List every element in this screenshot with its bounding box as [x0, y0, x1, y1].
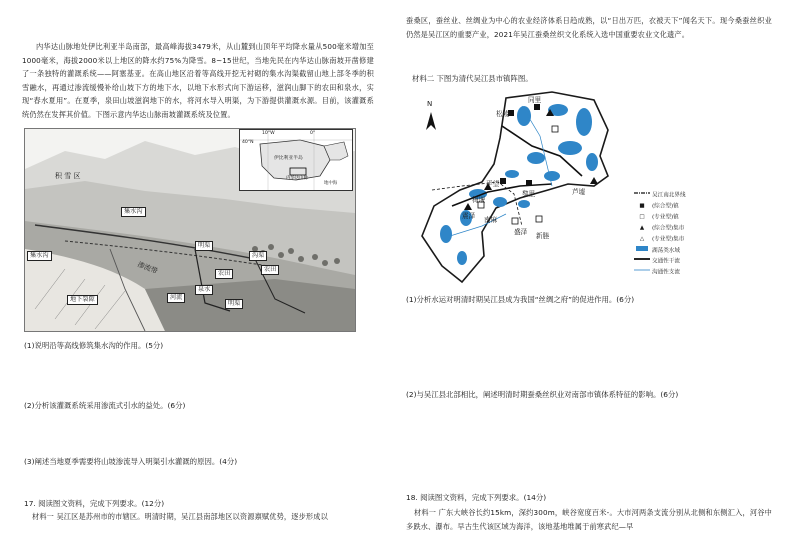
branch-line-icon: [634, 267, 650, 277]
right-question-1: (1)分析水运对明清时期吴江县成为我国“丝绸之府”的促进作用。(6分): [406, 295, 635, 304]
snow-zone-label: 积 雪 区: [55, 172, 81, 180]
material-2-caption: 材料二 下图为清代吴江县市镇阵图。: [412, 74, 533, 83]
town-label-7: 芦墟: [572, 188, 586, 196]
town-label-1: 松陵: [496, 110, 510, 118]
town-label-10: 新塍: [536, 232, 550, 240]
inset-peninsula-label: 伊比利亚半岛: [274, 156, 303, 161]
town-label-6: 震泽: [462, 212, 476, 220]
legend-row-boundary: 吴江南北界线: [634, 190, 686, 200]
left-question-3: (3)阐述当地夏季需要将山坡渗流导入明渠引水灌溉的原因。(4分): [24, 457, 238, 466]
right-column: [402, 0, 774, 560]
town-label-8: 梅堰: [472, 196, 486, 204]
boundary-line-icon: [634, 190, 650, 200]
spring-label: 泉水: [195, 285, 213, 295]
north-arrow-icon: [424, 110, 438, 132]
left-column: [18, 0, 378, 560]
hollow-square-icon: □: [639, 214, 645, 220]
filled-triangle-icon: ▲: [639, 225, 645, 231]
question-18-title: 18. 阅读图文资料，完成下列要求。(14分): [406, 493, 547, 502]
location-inset-map: [239, 129, 353, 191]
left-question-2: (2)分析该灌溉系统采用渗流式引水的益处。(6分): [24, 401, 186, 410]
ditch-label: 沟渠: [249, 251, 267, 261]
inset-lat-label: 40°N: [242, 140, 254, 145]
town-label-5: 盛泽: [514, 228, 528, 236]
inset-mountain-label: 内华达山脉: [286, 176, 308, 181]
hollow-triangle-icon: △: [639, 236, 645, 242]
legend-row-comp-market: ▲ (综合型)集市: [634, 223, 684, 233]
right-top-paragraph: 蚕桑区，蚕丝业、丝绸业为中心的农业经济体系日趋成熟，以“日出万匹，衣被天下”闻名天下。现今桑蚕丝织业仍然是吴江区的重要产业，2021年吴江蚕桑丝织文化系统入选中国重要农业文化遗产。: [406, 16, 772, 39]
field-label: 农田: [215, 269, 233, 279]
town-label-9: 南麻: [484, 216, 498, 224]
legend-row-lake: 湖荡类水域: [634, 245, 680, 255]
legend-row-branch: 沟通性支流: [634, 267, 680, 277]
town-label-4: 黎里: [522, 190, 536, 198]
question-17-title: 17. 阅读图文资料，完成下列要求。(12分): [24, 499, 165, 508]
inset-lon1-label: 10°W: [262, 131, 275, 136]
intro-paragraph: 内华达山脉地处伊比利亚半岛南部，最高峰海拔3479米，从山麓到山顶年平均降水量从500毫米增加至1000毫米，海拔2000米以上地区的降水约75%为降雪。8~15世纪，当地先民在内华达山脉南坡开凿修建了一条独特的灌溉系统——阿塞基亚。在高山地区沿着等高线开挖无衬砌的集水沟渠截留山地上部冬季的积雪融水，再通过渗流缓慢补给山坡下方的地下水，以地下水形式向下游运移，滋润山脚下的农田和泉水，实现“春水夏用”。在夏季，泉田山坡滋润地下的水，将河水导入明渠，为下游提供灌溉水源。目前，该灌溉系统仍然在发挥其价值。下图示意内华达山脉南坡灌溉系统及位置。: [22, 42, 374, 119]
legend-row-main-river: 交通性干流: [634, 256, 680, 266]
filled-square-icon: ■: [639, 203, 645, 209]
left-question-1: (1)说明沿等高线修筑集水沟的作用。(5分): [24, 341, 164, 350]
infiltration-zone-label: 渗流带: [136, 260, 159, 276]
question-17-material-1: 材料一 吴江区是苏州市的市辖区。明清时期，吴江县南部地区以资源禀赋优势，逐步形成以: [32, 512, 328, 521]
underground-fissure-label: 地下裂隙: [67, 295, 98, 305]
legend-row-spec-town: □ (专业型)镇: [634, 212, 679, 222]
main-river-line-icon: [634, 256, 650, 266]
collect-ditch-side-label: 集水沟: [27, 251, 52, 261]
compass-label: N: [427, 100, 433, 108]
inset-sea-label: 地中海: [324, 181, 338, 186]
map-legend: [634, 190, 730, 286]
legend-row-spec-market: △ (专业型)集市: [634, 234, 684, 244]
canal-label-top: 明渠: [195, 241, 213, 251]
town-label-3: 平望: [486, 180, 500, 188]
legend-row-comp-town: ■ (综合型)镇: [634, 201, 679, 211]
irrigation-figure: [24, 128, 356, 332]
wujiang-market-map: [402, 86, 732, 286]
inset-lon2-label: 0°: [310, 131, 316, 136]
collect-ditch-label: 集水沟: [121, 207, 146, 217]
canal-label: 明渠: [225, 299, 243, 309]
right-question-2: (2)与吴江县北部相比，阐述明清时期蚕桑丝织业对南部市镇体系特征的影响。(6分): [406, 390, 679, 399]
river-label: 河流: [167, 293, 185, 303]
lake-swatch-icon: [634, 245, 650, 256]
town-label-2: 同里: [528, 96, 542, 104]
question-18-material-1: 材料一 广东大峡谷长约15km，深约300m，峡谷宽度百米-。大市河两条支流分别从北侧和东侧汇入，河谷中多跌水、瀑布。早古生代该区域为海洋，该地基地堆属于前寒武纪—早: [406, 508, 772, 531]
field-label-2: 农田: [261, 265, 279, 275]
